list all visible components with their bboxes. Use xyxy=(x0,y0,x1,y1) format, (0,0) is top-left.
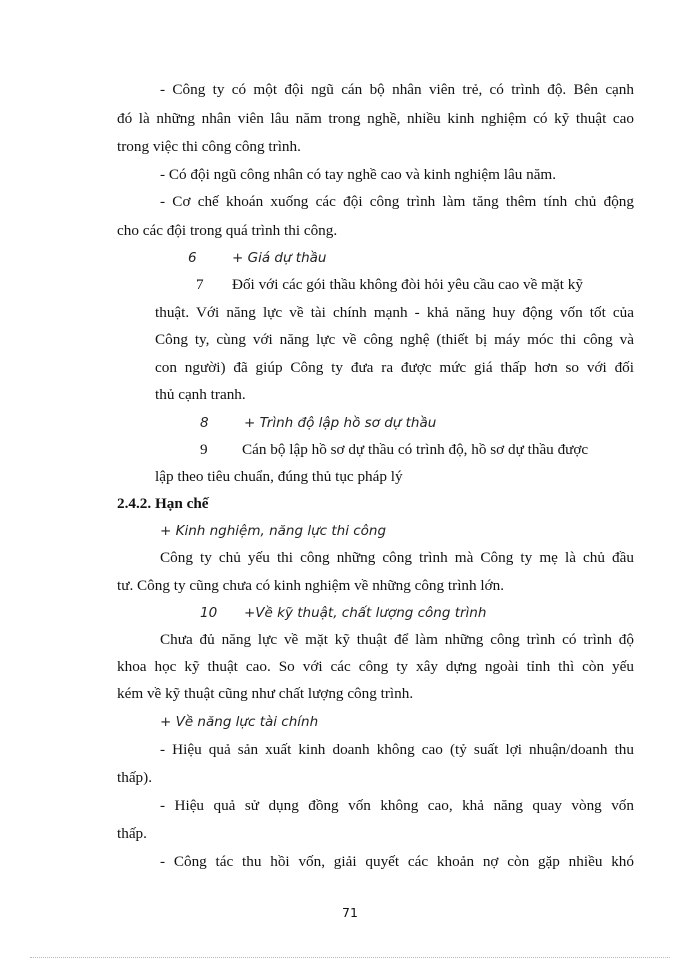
para-line-15: lập theo tiêu chuẩn, đúng thủ tục pháp lý xyxy=(155,468,403,485)
list-number: 6 xyxy=(188,250,197,266)
section-heading: 2.4.2. Hạn chế xyxy=(117,495,209,512)
para-line-6: cho các đội trong quá trình thi công. xyxy=(117,222,338,239)
subheading-bid-price xyxy=(188,248,700,268)
para-line-14 xyxy=(200,440,634,460)
para-line-19: tư. Công ty cũng chưa có kinh nghiệm về những công trình lớn. xyxy=(117,577,505,594)
list-number: 7 xyxy=(196,276,204,293)
list-number: 8 xyxy=(200,415,209,431)
para-line-29: - Công tác thu hồi vốn, giải quyết các khoản nợ còn gặp nhiều khó xyxy=(160,853,634,870)
para-line-12: thủ cạnh tranh. xyxy=(155,386,246,403)
para-line-27: - Hiệu quả sử dụng đồng vốn không cao, khả năng quay vòng vốn xyxy=(160,797,634,814)
para-line-1: - Công ty có một đội ngũ cán bộ nhân viên trẻ, có trình độ. Bên cạnh xyxy=(160,81,634,98)
para-line-14-text: Cán bộ lập hồ sơ dự thầu có trình độ, hồ sơ dự thầu được xyxy=(242,441,589,458)
para-line-8-text: Đối với các gói thầu không đòi hỏi yêu cầu cao về mặt kỹ xyxy=(232,276,583,293)
para-line-3: trong việc thi công công trình. xyxy=(117,138,301,155)
para-line-28: thấp. xyxy=(117,825,147,842)
subheading-text: + Trình độ lập hồ sơ dự thầu xyxy=(244,415,437,431)
subheading-bid-docs xyxy=(200,413,700,433)
para-line-18: Công ty chủ yếu thi công những công trình mà Công ty mẹ là chủ đầu xyxy=(160,549,634,566)
subheading-finance: + Về năng lực tài chính xyxy=(160,714,319,730)
para-line-4: - Có đội ngũ công nhân có tay nghề cao và kinh nghiệm lâu năm. xyxy=(160,166,557,183)
para-line-22: khoa học kỹ thuật cao. So với các công ty xây dựng ngoài tỉnh thì còn yếu xyxy=(117,658,634,675)
subheading-technique xyxy=(200,603,700,623)
subheading-text: + Giá dự thầu xyxy=(232,250,327,266)
para-line-26: thấp). xyxy=(117,769,153,786)
para-line-11: con người) đã giúp Công ty đưa ra được mức giá thấp hơn so với đối xyxy=(155,359,634,376)
para-line-25: - Hiệu quả sản xuất kinh doanh không cao (tỷ suất lợi nhuận/doanh thu xyxy=(160,741,634,758)
page-bottom-divider xyxy=(30,957,670,958)
list-number: 10 xyxy=(200,605,218,621)
para-line-5: - Cơ chế khoán xuống các đội công trình làm tăng thêm tính chủ động xyxy=(160,193,634,210)
page-number: 71 xyxy=(342,905,358,920)
para-line-10: Công ty, cùng với năng lực về công nghệ (thiết bị máy móc thi công và xyxy=(155,331,634,348)
subheading-experience: + Kinh nghiệm, năng lực thi công xyxy=(160,523,387,539)
para-line-2: đó là những nhân viên lâu năm trong nghề, nhiều kinh nghiệm có kỹ thuật cao xyxy=(117,110,634,127)
para-line-23: kém về kỹ thuật cũng như chất lượng công trình. xyxy=(117,685,414,702)
list-number: 9 xyxy=(200,441,208,458)
para-line-21: Chưa đủ năng lực về mặt kỹ thuật để làm những công trình có trình độ xyxy=(160,631,634,648)
para-line-9: thuật. Với năng lực về tài chính mạnh - khả năng huy động vốn tốt của xyxy=(155,304,634,321)
para-line-8 xyxy=(196,275,634,295)
subheading-text: +Về kỹ thuật, chất lượng công trình xyxy=(244,605,487,621)
